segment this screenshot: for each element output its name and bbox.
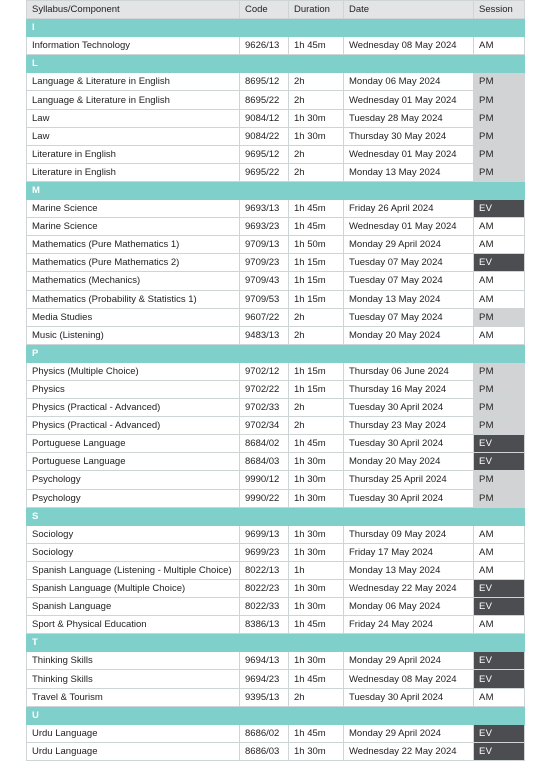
cell-syllabus: Music (Listening) — [27, 326, 240, 344]
cell-date: Thursday 06 June 2024 — [344, 362, 474, 380]
cell-code: 9084/22 — [240, 127, 289, 145]
table-row — [27, 290, 525, 308]
cell-code: 8695/12 — [240, 73, 289, 91]
cell-syllabus: Psychology — [27, 471, 240, 489]
cell-syllabus: Language & Literature in English — [27, 91, 240, 109]
letter-heading: T — [27, 634, 525, 652]
cell-session: AM — [474, 561, 525, 579]
table-row — [27, 73, 525, 91]
cell-date: Tuesday 30 April 2024 — [344, 688, 474, 706]
cell-syllabus: Travel & Tourism — [27, 688, 240, 706]
cell-code: 9990/22 — [240, 489, 289, 507]
cell-date: Wednesday 08 May 2024 — [344, 37, 474, 55]
cell-code: 9699/13 — [240, 525, 289, 543]
cell-code: 8695/22 — [240, 91, 289, 109]
cell-syllabus: Spanish Language (Listening - Multiple Choice) — [27, 561, 240, 579]
header-date: Date — [344, 1, 474, 19]
cell-date: Tuesday 07 May 2024 — [344, 308, 474, 326]
cell-code: 8686/02 — [240, 724, 289, 742]
cell-syllabus: Sport & Physical Education — [27, 616, 240, 634]
cell-duration: 1h — [289, 561, 344, 579]
table-row — [27, 453, 525, 471]
cell-duration: 1h 30m — [289, 543, 344, 561]
table-body — [27, 19, 525, 761]
cell-duration: 1h 30m — [289, 453, 344, 471]
cell-session: PM — [474, 489, 525, 507]
cell-session: AM — [474, 543, 525, 561]
cell-session: EV — [474, 724, 525, 742]
cell-date: Thursday 16 May 2024 — [344, 380, 474, 398]
cell-date: Friday 17 May 2024 — [344, 543, 474, 561]
table-row — [27, 399, 525, 417]
letter-row — [27, 344, 525, 362]
cell-code: 9702/12 — [240, 362, 289, 380]
cell-syllabus: Sociology — [27, 543, 240, 561]
cell-date: Friday 26 April 2024 — [344, 200, 474, 218]
cell-session: PM — [474, 145, 525, 163]
cell-syllabus: Portuguese Language — [27, 435, 240, 453]
cell-duration: 1h 15m — [289, 380, 344, 398]
cell-session: AM — [474, 688, 525, 706]
table-row — [27, 380, 525, 398]
cell-code: 9702/33 — [240, 399, 289, 417]
table-row — [27, 236, 525, 254]
cell-duration: 1h 15m — [289, 254, 344, 272]
cell-duration: 1h 45m — [289, 218, 344, 236]
header-row — [27, 1, 525, 19]
cell-session: PM — [474, 399, 525, 417]
cell-code: 8022/33 — [240, 598, 289, 616]
cell-session: EV — [474, 453, 525, 471]
cell-syllabus: Language & Literature in English — [27, 73, 240, 91]
cell-session: PM — [474, 73, 525, 91]
cell-duration: 2h — [289, 163, 344, 181]
cell-date: Friday 24 May 2024 — [344, 616, 474, 634]
table-row — [27, 471, 525, 489]
table-row — [27, 163, 525, 181]
table-row — [27, 670, 525, 688]
table-row — [27, 742, 525, 760]
cell-session: PM — [474, 380, 525, 398]
cell-date: Thursday 23 May 2024 — [344, 417, 474, 435]
table-row — [27, 254, 525, 272]
cell-code: 9607/22 — [240, 308, 289, 326]
cell-duration: 1h 30m — [289, 127, 344, 145]
cell-code: 9084/12 — [240, 109, 289, 127]
cell-duration: 1h 30m — [289, 525, 344, 543]
cell-duration: 2h — [289, 308, 344, 326]
cell-code: 9709/53 — [240, 290, 289, 308]
cell-code: 8686/03 — [240, 742, 289, 760]
cell-syllabus: Physics — [27, 380, 240, 398]
cell-syllabus: Psychology — [27, 489, 240, 507]
cell-session: PM — [474, 308, 525, 326]
cell-duration: 1h 50m — [289, 236, 344, 254]
cell-syllabus: Portuguese Language — [27, 453, 240, 471]
cell-session: EV — [474, 598, 525, 616]
cell-duration: 2h — [289, 326, 344, 344]
exam-timetable — [26, 0, 525, 761]
cell-duration: 1h 45m — [289, 200, 344, 218]
cell-syllabus: Mathematics (Mechanics) — [27, 272, 240, 290]
cell-code: 9709/13 — [240, 236, 289, 254]
table-row — [27, 688, 525, 706]
cell-date: Tuesday 30 April 2024 — [344, 489, 474, 507]
letter-row — [27, 634, 525, 652]
table-row — [27, 145, 525, 163]
cell-code: 9693/23 — [240, 218, 289, 236]
cell-date: Tuesday 07 May 2024 — [344, 254, 474, 272]
cell-duration: 1h 30m — [289, 598, 344, 616]
cell-date: Wednesday 08 May 2024 — [344, 670, 474, 688]
letter-heading: U — [27, 706, 525, 724]
cell-code: 9395/13 — [240, 688, 289, 706]
table-row — [27, 417, 525, 435]
cell-duration: 2h — [289, 73, 344, 91]
cell-syllabus: Urdu Language — [27, 724, 240, 742]
cell-syllabus: Marine Science — [27, 218, 240, 236]
cell-duration: 1h 45m — [289, 616, 344, 634]
cell-duration: 1h 30m — [289, 652, 344, 670]
cell-code: 8022/23 — [240, 580, 289, 598]
cell-date: Monday 29 April 2024 — [344, 236, 474, 254]
cell-code: 9709/43 — [240, 272, 289, 290]
table-row — [27, 200, 525, 218]
cell-session: EV — [474, 670, 525, 688]
cell-syllabus: Mathematics (Pure Mathematics 2) — [27, 254, 240, 272]
cell-date: Monday 13 May 2024 — [344, 163, 474, 181]
cell-syllabus: Media Studies — [27, 308, 240, 326]
cell-code: 9702/34 — [240, 417, 289, 435]
header-code: Code — [240, 1, 289, 19]
cell-date: Wednesday 22 May 2024 — [344, 742, 474, 760]
cell-duration: 1h 15m — [289, 290, 344, 308]
cell-code: 9694/23 — [240, 670, 289, 688]
cell-duration: 1h 30m — [289, 580, 344, 598]
cell-duration: 1h 45m — [289, 435, 344, 453]
cell-session: EV — [474, 580, 525, 598]
table-row — [27, 326, 525, 344]
cell-code: 8684/02 — [240, 435, 289, 453]
cell-syllabus: Law — [27, 127, 240, 145]
cell-date: Monday 29 April 2024 — [344, 724, 474, 742]
cell-code: 9699/23 — [240, 543, 289, 561]
cell-date: Wednesday 22 May 2024 — [344, 580, 474, 598]
cell-code: 9693/13 — [240, 200, 289, 218]
cell-session: AM — [474, 326, 525, 344]
cell-session: AM — [474, 525, 525, 543]
cell-syllabus: Physics (Practical - Advanced) — [27, 399, 240, 417]
table-row — [27, 37, 525, 55]
table-row — [27, 435, 525, 453]
cell-code: 9694/13 — [240, 652, 289, 670]
table-row — [27, 543, 525, 561]
cell-syllabus: Information Technology — [27, 37, 240, 55]
cell-code: 9695/22 — [240, 163, 289, 181]
cell-date: Thursday 09 May 2024 — [344, 525, 474, 543]
letter-row — [27, 181, 525, 199]
cell-session: AM — [474, 616, 525, 634]
letter-row — [27, 507, 525, 525]
cell-code: 9702/22 — [240, 380, 289, 398]
cell-duration: 1h 15m — [289, 272, 344, 290]
letter-heading: L — [27, 55, 525, 73]
cell-session: AM — [474, 218, 525, 236]
cell-duration: 2h — [289, 688, 344, 706]
cell-syllabus: Physics (Practical - Advanced) — [27, 417, 240, 435]
cell-date: Tuesday 28 May 2024 — [344, 109, 474, 127]
header-duration: Duration — [289, 1, 344, 19]
cell-session: PM — [474, 127, 525, 145]
cell-date: Wednesday 01 May 2024 — [344, 91, 474, 109]
cell-syllabus: Thinking Skills — [27, 652, 240, 670]
table-row — [27, 724, 525, 742]
letter-row — [27, 706, 525, 724]
cell-duration: 1h 30m — [289, 489, 344, 507]
cell-code: 9709/23 — [240, 254, 289, 272]
cell-syllabus: Urdu Language — [27, 742, 240, 760]
cell-syllabus: Mathematics (Probability & Statistics 1) — [27, 290, 240, 308]
cell-duration: 1h 30m — [289, 471, 344, 489]
cell-date: Monday 29 April 2024 — [344, 652, 474, 670]
cell-syllabus: Spanish Language — [27, 598, 240, 616]
cell-duration: 1h 45m — [289, 670, 344, 688]
table-row — [27, 91, 525, 109]
letter-heading: M — [27, 181, 525, 199]
cell-duration: 2h — [289, 417, 344, 435]
table-row — [27, 308, 525, 326]
cell-duration: 2h — [289, 399, 344, 417]
table-header — [27, 1, 525, 19]
cell-session: PM — [474, 362, 525, 380]
cell-syllabus: Literature in English — [27, 145, 240, 163]
cell-session: EV — [474, 435, 525, 453]
cell-code: 9695/12 — [240, 145, 289, 163]
cell-date: Thursday 30 May 2024 — [344, 127, 474, 145]
cell-syllabus: Marine Science — [27, 200, 240, 218]
cell-syllabus: Mathematics (Pure Mathematics 1) — [27, 236, 240, 254]
letter-heading: I — [27, 19, 525, 37]
cell-code: 9626/13 — [240, 37, 289, 55]
table-row — [27, 127, 525, 145]
cell-session: AM — [474, 290, 525, 308]
table-row — [27, 362, 525, 380]
cell-syllabus: Thinking Skills — [27, 670, 240, 688]
cell-session: PM — [474, 91, 525, 109]
cell-date: Monday 06 May 2024 — [344, 73, 474, 91]
cell-date: Thursday 25 April 2024 — [344, 471, 474, 489]
cell-duration: 2h — [289, 91, 344, 109]
cell-session: PM — [474, 417, 525, 435]
cell-code: 8022/13 — [240, 561, 289, 579]
cell-syllabus: Law — [27, 109, 240, 127]
cell-code: 8684/03 — [240, 453, 289, 471]
cell-syllabus: Physics (Multiple Choice) — [27, 362, 240, 380]
cell-syllabus: Literature in English — [27, 163, 240, 181]
table-row — [27, 525, 525, 543]
table-row — [27, 616, 525, 634]
table-row — [27, 272, 525, 290]
letter-row — [27, 19, 525, 37]
letter-heading: S — [27, 507, 525, 525]
letter-row — [27, 55, 525, 73]
table-row — [27, 580, 525, 598]
cell-code: 9990/12 — [240, 471, 289, 489]
table-row — [27, 489, 525, 507]
cell-date: Tuesday 30 April 2024 — [344, 399, 474, 417]
cell-session: PM — [474, 163, 525, 181]
table-row — [27, 218, 525, 236]
cell-session: AM — [474, 272, 525, 290]
letter-heading: P — [27, 344, 525, 362]
table-row — [27, 561, 525, 579]
cell-duration: 1h 45m — [289, 37, 344, 55]
cell-syllabus: Spanish Language (Multiple Choice) — [27, 580, 240, 598]
cell-date: Monday 06 May 2024 — [344, 598, 474, 616]
cell-session: EV — [474, 652, 525, 670]
cell-duration: 2h — [289, 145, 344, 163]
cell-date: Monday 20 May 2024 — [344, 326, 474, 344]
cell-date: Monday 13 May 2024 — [344, 290, 474, 308]
cell-duration: 1h 30m — [289, 109, 344, 127]
table-row — [27, 652, 525, 670]
cell-date: Tuesday 30 April 2024 — [344, 435, 474, 453]
cell-session: PM — [474, 109, 525, 127]
header-session: Session — [474, 1, 525, 19]
cell-code: 9483/13 — [240, 326, 289, 344]
cell-session: EV — [474, 200, 525, 218]
cell-date: Tuesday 07 May 2024 — [344, 272, 474, 290]
cell-code: 8386/13 — [240, 616, 289, 634]
cell-session: AM — [474, 37, 525, 55]
cell-duration: 1h 15m — [289, 362, 344, 380]
cell-date: Monday 13 May 2024 — [344, 561, 474, 579]
table-row — [27, 109, 525, 127]
cell-date: Wednesday 01 May 2024 — [344, 145, 474, 163]
cell-session: PM — [474, 471, 525, 489]
cell-session: EV — [474, 254, 525, 272]
cell-session: AM — [474, 236, 525, 254]
header-syllabus: Syllabus/Component — [27, 1, 240, 19]
cell-duration: 1h 30m — [289, 742, 344, 760]
cell-date: Wednesday 01 May 2024 — [344, 218, 474, 236]
cell-date: Monday 20 May 2024 — [344, 453, 474, 471]
cell-session: EV — [474, 742, 525, 760]
cell-syllabus: Sociology — [27, 525, 240, 543]
table-row — [27, 598, 525, 616]
cell-duration: 1h 45m — [289, 724, 344, 742]
